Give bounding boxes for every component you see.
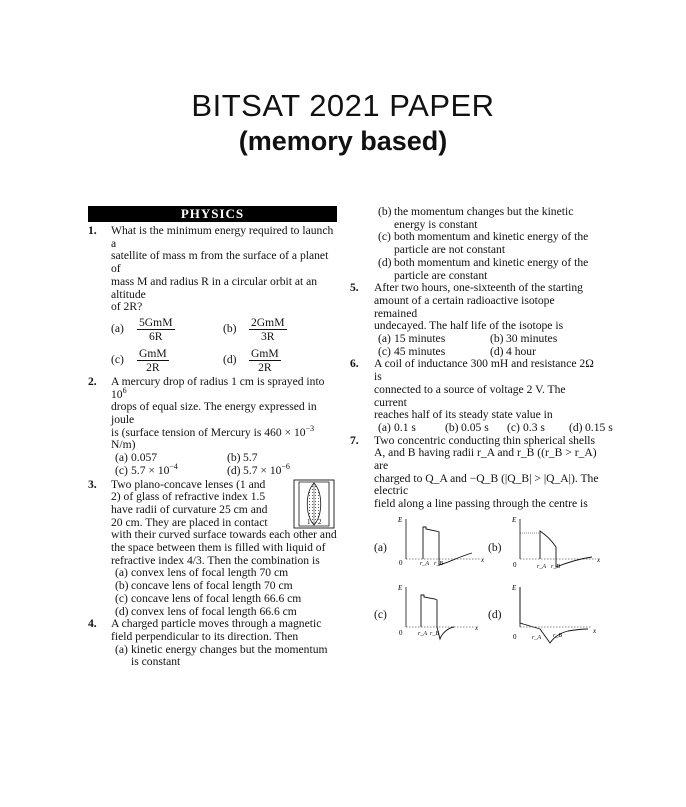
question-text: charged to Q_A and −Q_B (|Q_B| > |Q_A|). The electric <box>374 471 599 498</box>
question-3 <box>88 479 337 619</box>
svg-text:r_B: r_B <box>434 560 443 567</box>
question-number: 7. <box>350 433 359 447</box>
question-4-continued <box>350 206 600 282</box>
option-a[interactable] <box>111 316 223 343</box>
svg-text:x: x <box>475 623 479 632</box>
svg-text:r_A: r_A <box>418 630 427 637</box>
option-label: (d) <box>223 353 237 367</box>
graph-options <box>350 513 600 653</box>
question-text: is (surface tension of Mercury is $460 \times 10^{-3}$ N/m) <box>111 423 315 452</box>
svg-text:0: 0 <box>513 560 517 569</box>
question-text: the space between them is filled with liquid of <box>111 541 326 555</box>
svg-text:E: E <box>512 583 517 592</box>
question-text: have radii of curvature 25 cm and <box>111 502 268 516</box>
option-b[interactable]: (b) 30 minutes <box>490 332 558 346</box>
question-number: 5. <box>350 281 359 295</box>
question-text: field perpendicular to its direction. Then <box>111 629 299 643</box>
fraction-numerator: 5GmM <box>139 315 173 329</box>
question-1 <box>88 225 337 376</box>
option-b[interactable]: (b) 5.7 <box>227 451 258 465</box>
fraction-numerator: GmM <box>139 346 167 360</box>
question-text: drops of equal size. The energy expressed in joule <box>111 400 317 427</box>
section-header: PHYSICS <box>88 206 337 222</box>
question-text: What is the minimum energy required to launch a <box>111 224 334 250</box>
option-d[interactable]: (d) 0.15 s <box>569 420 613 434</box>
svg-text:0: 0 <box>399 628 403 637</box>
option-c[interactable] <box>111 347 223 374</box>
question-text: field along a line passing through the centre is <box>374 497 588 511</box>
graph-label-d[interactable]: (d) <box>488 607 502 621</box>
question-text: mass M and radius R in a circular orbit at an altitude <box>111 274 318 301</box>
question-2 <box>88 376 337 478</box>
question-5 <box>350 282 600 358</box>
graph-a[interactable] <box>396 513 486 577</box>
svg-text:x: x <box>481 555 485 564</box>
svg-text:E: E <box>398 583 403 592</box>
option-b[interactable]: (b) concave lens of focal length 70 cm <box>115 579 293 593</box>
svg-text:r_B: r_B <box>430 630 439 637</box>
question-text: After two hours, one-sixteenth of the starting <box>374 281 583 295</box>
question-text: of 2R? <box>111 300 143 314</box>
svg-text:0: 0 <box>513 632 517 641</box>
fraction-numerator: GmM <box>251 346 279 360</box>
question-text: A charged particle moves through a magnetic <box>111 617 322 631</box>
option-a[interactable]: (a) 15 minutes <box>378 332 446 346</box>
svg-text:E: E <box>398 515 403 524</box>
lens-label-1: 1 <box>307 517 311 526</box>
question-text: A, and B having radii r_A and r_B ((r_B > r_A) are <box>374 446 597 473</box>
question-text: reaches half of its steady state value in <box>374 408 553 422</box>
option-d[interactable] <box>223 347 343 374</box>
svg-text:x: x <box>597 555 600 564</box>
option-c[interactable]: (c) 45 minutes <box>378 344 446 358</box>
question-text: 20 cm. They are placed in contact <box>111 515 268 529</box>
question-text: A mercury drop of radius 1 cm is sprayed into $10^6$ <box>111 374 325 401</box>
page-title: BITSAT 2021 PAPER <box>191 88 495 123</box>
option-a[interactable]: (a) 0.1 s <box>378 420 416 434</box>
fraction-denominator: 6R <box>148 329 163 343</box>
question-text: refractive index 4/3. Then the combination is <box>111 553 320 567</box>
graph-b[interactable] <box>510 513 600 577</box>
option-c[interactable]: (c) both momentum and kinetic energy of the particle are not constant <box>378 230 589 257</box>
option-c[interactable]: (c) concave lens of focal length 66.6 cm <box>115 591 302 605</box>
question-6 <box>350 357 613 434</box>
right-column <box>350 205 613 653</box>
left-column <box>88 206 337 669</box>
option-b[interactable]: (b) the momentum changes but the kinetic energy is constant <box>378 205 574 231</box>
option-d[interactable]: (d) 4 hour <box>490 344 536 358</box>
question-number: 3. <box>88 477 97 491</box>
graph-d[interactable] <box>510 581 600 647</box>
option-label: (b) <box>223 322 237 336</box>
question-text: Two plano-concave lenses (1 and <box>111 477 266 491</box>
question-text: satellite of mass m from the surface of a planet of <box>111 249 329 276</box>
option-a[interactable]: (a) convex lens of focal length 70 cm <box>115 566 289 580</box>
svg-text:r_A: r_A <box>532 634 541 641</box>
question-text: A coil of inductance 300 mH and resistance 2Ω is <box>374 357 594 384</box>
lens-diagram <box>293 479 335 529</box>
page-subtitle: (memory based) <box>238 126 448 156</box>
graph-c[interactable] <box>396 581 486 647</box>
option-d[interactable]: (d) convex lens of focal length 66.6 cm <box>115 604 297 618</box>
svg-text:r_A: r_A <box>420 560 429 567</box>
fraction-denominator: 3R <box>260 329 275 343</box>
svg-text:x: x <box>593 626 597 635</box>
graph-label-b[interactable]: (b) <box>488 540 502 554</box>
option-a[interactable]: (a) 0.057 <box>115 451 158 465</box>
svg-text:E: E <box>512 515 517 524</box>
question-number: 6. <box>350 357 359 371</box>
option-d[interactable]: (d) both momentum and kinetic energy of the particle are constant <box>378 255 589 282</box>
question-7 <box>350 435 600 511</box>
option-b[interactable] <box>223 316 343 343</box>
question-4 <box>88 618 337 669</box>
option-d[interactable]: (d) $5.7 \times 10^{-6}$ <box>227 461 290 477</box>
question-text: amount of a certain radioactive isotope remained <box>374 293 555 320</box>
svg-text:0: 0 <box>399 558 403 567</box>
option-label: (a) <box>111 322 124 336</box>
graph-label-c[interactable]: (c) <box>374 607 387 621</box>
question-number: 1. <box>88 224 97 237</box>
fraction-denominator: 2R <box>258 360 272 374</box>
question-number: 4. <box>88 617 97 631</box>
question-text: with their curved surface towards each other and <box>111 528 337 542</box>
svg-text:r_B: r_B <box>551 563 560 570</box>
option-a[interactable]: (a) kinetic energy changes but the momentum is constant <box>115 642 328 669</box>
option-c[interactable]: (c) $5.7 \times 10^{-4}$ <box>115 461 178 477</box>
fraction-denominator: 2R <box>146 360 160 374</box>
option-b[interactable]: (b) 0.05 s <box>445 420 489 434</box>
svg-text:r_A: r_A <box>537 563 546 570</box>
graph-label-a[interactable]: (a) <box>374 540 387 554</box>
question-text: 2) of glass of refractive index 1.5 <box>111 490 266 504</box>
question-text: Two concentric conducting thin spherical shells <box>374 433 596 447</box>
question-text: connected to a source of voltage 2 V. The current <box>374 382 566 409</box>
question-text: undecayed. The half life of the isotope is <box>374 319 564 333</box>
option-c[interactable]: (c) 0.3 s <box>507 420 545 434</box>
option-label: (c) <box>111 353 124 367</box>
fraction-numerator: 2GmM <box>251 315 285 329</box>
svg-text:r_B: r_B <box>553 632 562 639</box>
lens-label-2: 2 <box>318 517 322 526</box>
question-number: 2. <box>88 374 97 388</box>
